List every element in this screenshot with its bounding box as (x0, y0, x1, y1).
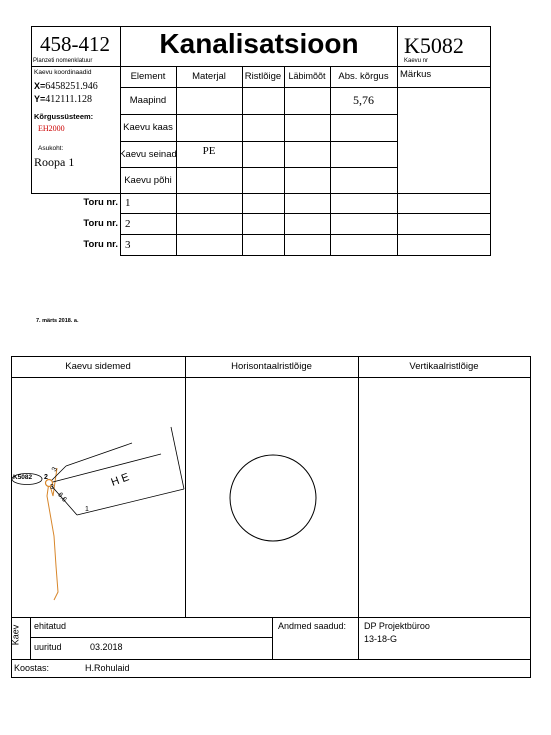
col-abs-height: Abs. kõrgus (338, 71, 389, 82)
author-name: H.Rohulaid (85, 663, 130, 673)
col-element: Element (130, 71, 166, 82)
pipe-tag: 6.6 (56, 491, 68, 504)
pipe-label: Toru nr. (83, 218, 118, 229)
pipe-label: Toru nr. (83, 197, 118, 208)
source-label: Andmed saadud: (278, 621, 347, 631)
panel-title-ties: Kaevu sidemed (65, 361, 131, 372)
horizontal-section-circle (186, 378, 358, 616)
document-date: 7. märts 2018. a. (36, 318, 79, 324)
col-diameter: Läbimõõt (288, 71, 326, 81)
location-value: Roopa 1 (34, 155, 75, 169)
height-system-label: Kõrgussüsteem: (34, 112, 94, 121)
pipe-tag: 3 (50, 466, 59, 473)
source-code: 13-18-G (364, 634, 398, 644)
row-element: Kaevu põhi (124, 175, 172, 186)
surveyed-label: uuritud (34, 642, 62, 652)
coord-y: Y=412111.128 (34, 94, 93, 105)
well-id: K5082 (404, 33, 464, 58)
page-title: Kanalisatsioon (159, 28, 359, 59)
source-name: DP Projektbüroo (364, 621, 430, 631)
pipe-label: Toru nr. (83, 239, 118, 250)
plan-caption: Planzeti nomenklatuur (33, 58, 93, 64)
col-remark: Märkus (400, 69, 432, 80)
row-element: Maapind (129, 95, 167, 106)
row-material: PE (202, 145, 216, 157)
pipe-tag: 1 (85, 506, 89, 513)
well-ties-sketch (11, 378, 185, 616)
built-label: ehitatud (34, 621, 67, 631)
row-element: Kaevu kaas (123, 122, 173, 133)
pipe-tag: 3 (50, 484, 54, 491)
well-caption: Kaevu nr (404, 58, 429, 64)
pipe-number: 1 (125, 197, 131, 209)
panel-title-horizontal: Horisontaalristlõige (231, 361, 312, 372)
pipe-number: 3 (125, 239, 131, 251)
surveyed-date: 03.2018 (90, 642, 123, 652)
panel-title-vertical: Vertikaalristlõige (409, 361, 479, 372)
col-cross-section: Ristlõige (244, 71, 282, 82)
side-label: Kaev (10, 624, 21, 646)
col-material: Materjal (192, 71, 226, 82)
author-label: Koostas: (14, 663, 50, 673)
plan-number: 458-412 (40, 32, 110, 56)
hatch-letters: H E (109, 471, 131, 489)
pipe-number: 2 (125, 218, 131, 230)
tie-line (171, 427, 184, 489)
tie-line (49, 454, 161, 483)
well-tag: K5082 (13, 474, 33, 481)
coord-x: X=6458251.946 (34, 81, 98, 92)
tie-line (77, 489, 184, 515)
height-system-value: EH2000 (38, 124, 65, 133)
tie-line (66, 443, 132, 466)
row-element: Kaevu seinad (119, 149, 177, 160)
pipe-tag: 2 (44, 474, 48, 481)
location-label: Asukoht: (38, 145, 64, 152)
row-abs-height: 5,76 (353, 93, 374, 107)
coords-label: Kaevu koordinaadid (34, 69, 92, 76)
